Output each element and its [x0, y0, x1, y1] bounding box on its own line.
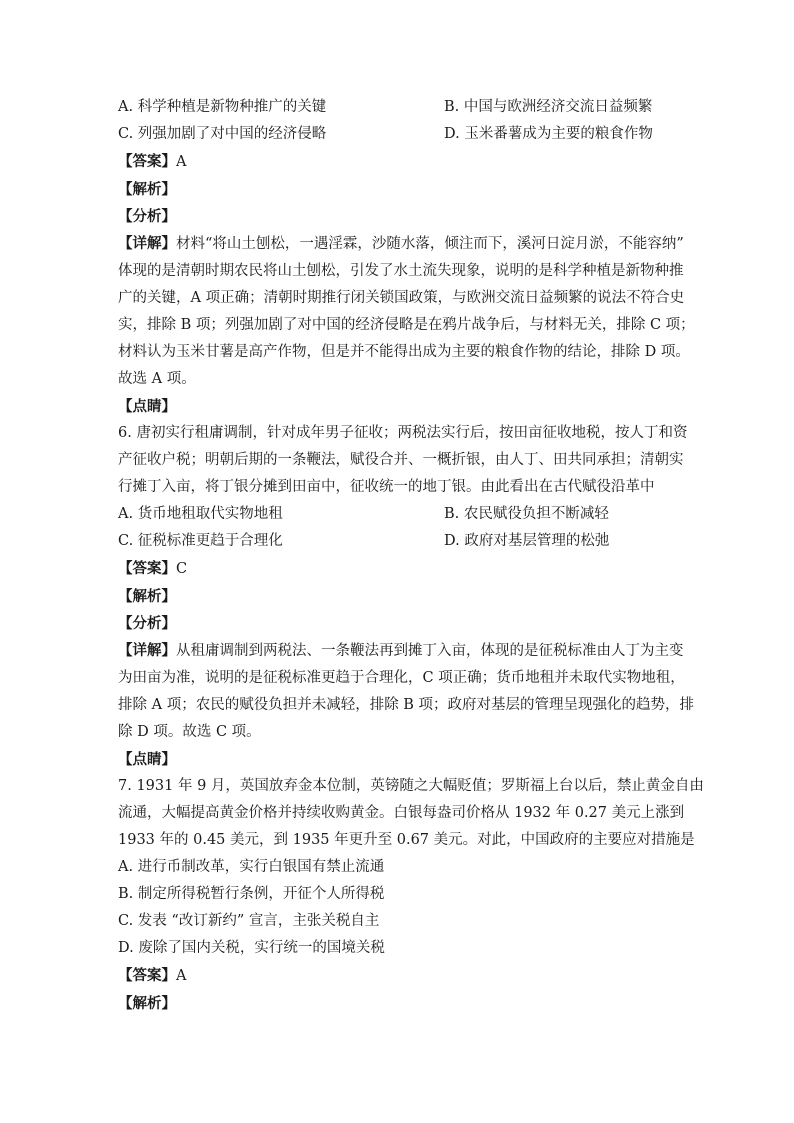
- q5-jiexi-tag: 【解析】: [118, 181, 176, 198]
- q6-option-d: D. 政府对基层管理的松弛: [444, 533, 610, 549]
- q6-stem-line-3: 行摊丁入亩，将丁银分摊到田亩中，征收统一的地丁银。由此看出在古代赋役沿革中: [118, 479, 655, 495]
- q5-answer: [118, 148, 680, 176]
- q7-stem-line-3: 1933 年的 0.45 美元，到 1935 年更升至 0.67 美元。对此，中国政府的主要应对措施是: [118, 832, 695, 848]
- q5-option-a: A. 科学种植是新物种推广的关键: [118, 99, 327, 115]
- q5-detail-text: 材料“将山土刨松，一遇淫霖，沙随水落，倾注而下，溪河日淀月淤，不能容纳”: [176, 236, 684, 252]
- q7-option-b: B. 制定所得税暂行条例，开征个人所得税: [118, 886, 385, 902]
- q6-options-row-1: [118, 501, 680, 528]
- q5-options-row-2: [118, 121, 680, 148]
- q6-dianjing-tag: 【点睛】: [118, 751, 176, 768]
- q6-options-row-2: [118, 528, 680, 555]
- q6-answer-value: C: [176, 561, 188, 577]
- q5-answer-value: A: [176, 154, 187, 170]
- q5-detail-tag: 【详解】: [118, 235, 176, 252]
- q5-option-c: C. 列强加剧了对中国的经济侵略: [118, 126, 327, 142]
- q5-detail-line-4: 实，排除 B 项；列强加剧了对中国的经济侵略是在鸦片战争后，与材料无关，排除 C 项；: [118, 317, 695, 333]
- q5-answer-tag: 【答案】: [118, 153, 176, 170]
- q6-option-c: C. 征税标准更趋于合理化: [118, 533, 283, 549]
- q6-fenxi-tag: 【分析】: [118, 615, 176, 632]
- q7-stem-line-2: 流通，大幅提高黄金价格并持续收购黄金。白银每盎司价格从 1932 年 0.27 美元上涨到: [118, 805, 685, 821]
- q7-option-d: D. 废除了国内关税，实行统一的国境关税: [118, 940, 385, 956]
- q5-dianjing-tag: 【点睛】: [118, 398, 176, 415]
- q5-detail-line-2: 体现的是清朝时期农民将山土刨松，引发了水土流失现象，说明的是科学种植是新物种推: [118, 263, 684, 279]
- q6-detail-tag: 【详解】: [118, 642, 176, 659]
- q5-detail-line-5: 材料认为玉米甘薯是高产作物，但是并不能得出成为主要的粮食作物的结论，排除 D 项。: [118, 344, 690, 360]
- q7-option-a: A. 进行币制改革，实行白银国有禁止流通: [118, 859, 385, 875]
- q5-fenxi-tag: 【分析】: [118, 208, 176, 225]
- q7-option-c: C. 发表 “改订新约” 宣言，主张关税自主: [118, 913, 380, 929]
- q7-stem-line-1: 7. 1931 年 9 月，英国放弃金本位制，英镑随之大幅贬值；罗斯福上台以后，禁止黄金自由: [118, 778, 704, 794]
- q6-answer-tag: 【答案】: [118, 560, 176, 577]
- q5-detail-line-1: [118, 230, 684, 258]
- q7-jiexi-tag: 【解析】: [118, 995, 176, 1012]
- q7-answer-tag: 【答案】: [118, 967, 176, 984]
- q6-option-a: A. 货币地租取代实物地租: [118, 506, 283, 522]
- q6-stem-line-1: 6. 唐初实行租庸调制，针对成年男子征收；两税法实行后，按田亩征收地税，按人丁和资: [118, 425, 688, 441]
- q6-stem-line-2: 产征收户税；明朝后期的一条鞭法，赋役合并、一概折银，由人丁、田共同承担；清朝实: [118, 452, 684, 468]
- q6-detail-line-3: 排除 A 项；农民的赋役负担并未减轻，排除 B 项；政府对基层的管理呈现强化的趋势，排: [118, 697, 695, 713]
- q6-detail-line-4: 除 D 项。故选 C 项。: [118, 724, 261, 740]
- q6-jiexi-tag: 【解析】: [118, 588, 176, 605]
- q5-detail-line-3: 广的关键，A 项正确；清朝时期推行闭关锁国政策，与欧洲交流日益频繁的说法不符合史: [118, 290, 685, 306]
- q5-options-row-1: [118, 94, 680, 121]
- q5-option-d: D. 玉米番薯成为主要的粮食作物: [444, 126, 653, 142]
- q6-detail-line-1: [118, 637, 684, 665]
- q7-answer-value: A: [176, 968, 187, 984]
- q6-option-b: B. 农民赋役负担不断减轻: [444, 506, 609, 522]
- q6-detail-text: 从租庸调制到两税法、一条鞭法再到摊丁入亩，体现的是征税标准由人丁为主变: [176, 643, 684, 659]
- q7-answer: [118, 962, 680, 990]
- q6-answer: [118, 555, 680, 583]
- q6-detail-line-2: 为田亩为准，说明的是征税标准更趋于合理化，C 项正确；货币地租并未取代实物地租，: [118, 670, 685, 686]
- q5-detail-line-6: 故选 A 项。: [118, 371, 196, 387]
- q5-option-b: B. 中国与欧洲经济交流日益频繁: [444, 99, 653, 115]
- document-page: [118, 94, 704, 1017]
